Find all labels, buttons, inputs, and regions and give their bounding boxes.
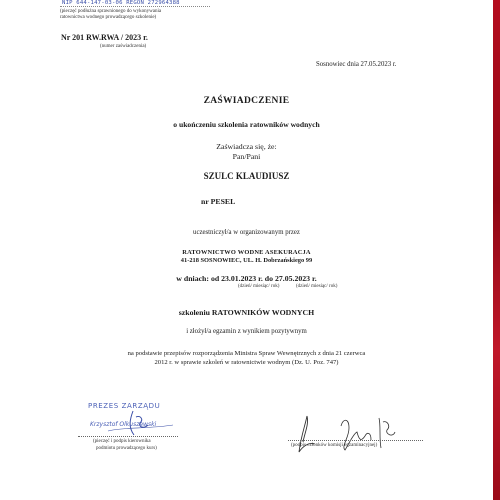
header-note-2: ratownictwa wodnego prowadzącego szkolenie) xyxy=(60,15,157,20)
right-sig-note: (podpis członków komisji egzaminacyjnej) xyxy=(291,443,378,448)
title: ZAŚWIADCZENIE xyxy=(203,96,290,106)
legal-basis-1: na podstawie przepisów rozporządzenia Ministra Spraw Wewnętrznych z dnia 21 czerwca xyxy=(127,350,366,357)
top-stamp: NIP 644-147-03-06 REGON 272964388 xyxy=(62,0,180,6)
organizer-address: 41-218 SOSNOWIEC, UL. H. Dobrzańskiego 99 xyxy=(180,257,313,264)
participated-text: uczestniczył/a w organizowanym przez xyxy=(193,229,300,236)
cert-number-note: (numer zaświadczenia) xyxy=(100,44,147,49)
training-name: szkoleniu RATOWNIKÓW WODNYCH xyxy=(178,308,315,317)
header-note-1: (pieczęć podłużna sprawnionego do wykonywania xyxy=(60,9,162,14)
pesel-label: nr PESEL xyxy=(201,197,236,206)
right-signature-line xyxy=(288,440,423,441)
exam-text: i złożył/a egzamin z wynikiem pozytywnym xyxy=(186,328,307,335)
president-stamp-title: PREZES ZARZĄDU xyxy=(88,402,161,410)
president-stamp-name: Krzysztof Olkuszewski xyxy=(90,421,157,428)
organizer-name: RATOWNICTWO WODNE ASEKURACJA xyxy=(182,249,311,256)
date-hint-2: (dzień/ miesiąc/ rok) xyxy=(296,284,338,289)
subtitle: o ukończeniu szkolenia ratowników wodnych xyxy=(173,120,320,129)
place-date: Sosnowiec dnia 27.05.2023 r. xyxy=(316,61,397,68)
left-sig-note-1: (pieczęć i podpis kierownika xyxy=(93,439,151,444)
days-line: w dniach: od 23.01.2023 r. do 27.05.2023 r. xyxy=(176,274,317,283)
certify-text: Zaświadcza się, że: xyxy=(216,142,277,151)
left-sig-note-2: podmiotu prowadzącego kurs) xyxy=(96,446,157,451)
left-signature-line xyxy=(78,436,178,437)
person-name: SZULC KLAUDIUSZ xyxy=(203,171,290,181)
date-hint-1: (dzień/ miesiąc/ rok) xyxy=(238,284,280,289)
salutation: Pan/Pani xyxy=(232,152,261,161)
red-border-strip xyxy=(493,0,500,500)
top-stamp-line xyxy=(60,6,210,7)
right-signatures-icon xyxy=(295,412,425,462)
legal-basis-2: 2012 r. w sprawie szkoleń w ratownictwie wodnym (Dz. U. Poz. 747) xyxy=(154,359,339,366)
cert-number: Nr 201 RW.RWA / 2023 r. xyxy=(61,33,148,42)
